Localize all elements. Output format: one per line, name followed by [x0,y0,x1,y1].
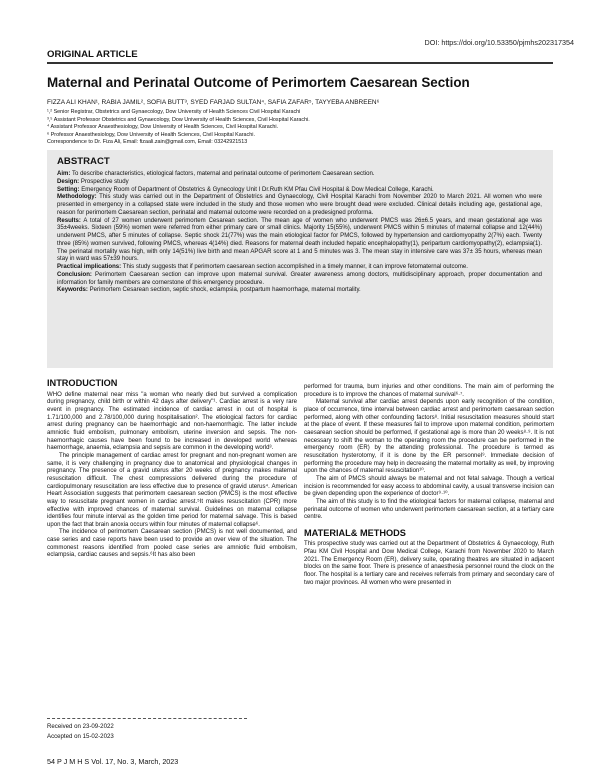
accepted-date: Accepted on 15-02-2023 [47,733,114,740]
abstract-methodology [57,194,542,217]
abstract-keywords [57,287,542,295]
abstract-label: Methodology: [57,194,97,201]
intro-paragraph: WHO define maternal near miss "a woman who nearly died but survived a complication during pregnancy, child birth or within 42 days after delivery"¹. Cardiac arrest is a very rare event in pregnancy. The estimated incidence of cardiac arrest in out of hospital is 1.71/100,000 and 2.78/100,000 during hospitalisation². The etiological factors for cardiac arrest during pregnancy can be haemorrhagic and non-haemorrhagic. The latter include amniotic fluid embolism, pulmonary embolism, uterine inversion and sepsis. The non-haemorrhagic causes have been found to be increased in developed world whereas haemorrhage, anaemia, eclampsia and sepsis are common in the developing world³. [47,391,297,452]
submission-dates [47,722,114,742]
abstract-text: Perimortem Cesarean section, septic shock, eclampsia, postpartum haemorrhage, maternal mortality. [87,287,361,294]
methods-heading: MATERIAL& METHODS [304,527,406,538]
abstract-design [57,179,542,187]
footnote-divider [47,718,247,719]
abstract-body [57,171,542,295]
body-paragraph: performed for trauma, burn injuries and other conditions. The main aim of performing the procedure is to improve the chances of maternal survival⁶·⁷. [304,384,554,398]
abstract-label: Keywords: [57,287,88,294]
page-footer: 54 P J M H S Vol. 17, No. 3, March, 2023 [47,757,179,766]
article-type: ORIGINAL ARTICLE [47,49,138,60]
abstract-aim [57,171,542,179]
abstract-text: Emergency Room of Department of Obstetrics & Gynecology Unit I Dr.Ruth KM Pfau Civil Hospital & Dow Medical College, Karachi. [79,186,434,193]
affiliations [47,109,567,147]
author-list: FIZZA ALI KHAN¹, RABIA JAMIL², SOFIA BUTT³, SYED FARJAD SULTAN⁴, SAFIA ZAFAR⁵, TAYYEBA ANBREEN⁶ [47,99,380,106]
abstract-conclusion [57,272,542,288]
affiliation-line: ⁴ Assistant Professor Anaesthesiology, Dow University of Health Sciences, Civil Hospital Karachi. [47,124,279,131]
body-paragraph: The aim of PMCS should always be maternal and not fetal salvage. Though a vertical incision is recommended for easy access to abdominal cavity, a usual transverse incision can be given depending upon the experience of doctor⁹·¹⁰. [304,475,554,498]
abstract-text: A total of 27 women underwent perimortem Cesarean section. The mean age of women who underwent PMCS was 26±6.5 years, and mean gestational age was 35±4weeks. Sixteen (59%) women were referred from either primary care or small clinics. Majority 15(55%), underwent PMCS within 5 minutes of maternal collapse and 12(44%) underwent PMCS, after 5 minutes of collapse. Septic shock 21(77%) was the main etiological factor for PMCS, followed by hypertension and cardiomyopathy 2(7%) each. Twenty three (85%) women survived, following PMCS, whereas 4(14%) died. Reasons for maternal death included hepatic encephalopathy(1), peripartum cardiomyopathy(2), eclampsia(1). The perinatal mortality was high, with only 14(51%) live birth and mean APGAR score at 1 and 5 minutes was 3. The mean stay in intensive care was 37± 35 hours, whereas mean stay in ward was 57±39 hours. [57,217,542,263]
paper-title: Maternal and Perinatal Outcome of Perimortem Caesarean Section [47,75,470,90]
affiliation-line: ³,⁵ Assistant Professor Obstetrics and Gynaecology, Dow University of Health Sciences, Civil Hospital Karachi. [47,116,310,123]
affiliation-line: ¹,² Senior Registrar, Obstetrics and Gynaecology, Dow University of Health Sciences Civil Hospital Karachi [47,109,301,115]
body-paragraph: The aim of this study is to find the etiological factors for maternal collapse, maternal and perinatal outcome of women who underwent perimortem caesarean section, at a tertiary care centre. [304,498,554,521]
intro-paragraph: The incidence of perimortem Caesarean section (PMCS) is not well documented, and case series and case reports have been used to provide an over view of the situation. The commonest reasons identified from pooled case series are amniotic fluid embolism, eclampsia, cardiac causes and sepsis.⁶It has also been [47,529,297,559]
abstract-text: Prospective study [79,178,129,185]
abstract-results [57,218,542,265]
methods-paragraph: This prospective study was carried out at the Department of Obstetrics & Gynaecology, Ruth Pfau KM Civil Hospital and Dow Medical College, Karachi from November 2020 to March 2021. The Emergency Room (ER), delivery suite, operating theatres are situated in adjacent blocks on the same floor. There is presence of anaesthesia personnel round the clock on the floor. The hospital is a tertiary care and receives referrals from primary and secondary care of two major provinces. All women who were presented in [304,541,554,586]
abstract-setting [57,187,542,195]
received-date: Received on 23-09-2022 [47,723,114,730]
doi-link[interactable]: DOI: https://doi.org/10.53350/pjmhs202317354 [424,38,574,47]
abstract-label: Setting: [57,186,80,193]
abstract-heading: ABSTRACT [57,156,110,167]
abstract-implications [57,264,542,272]
abstract-label: Design: [57,178,80,185]
header-divider [47,62,553,64]
abstract-text: Perimortem Caesarean section can improve upon maternal survival. Greater awareness among doctors, multidisciplinary approach, proper documentation and information for family members are cornerstone of this emergency procedure. [57,271,542,286]
intro-paragraph: The principle management of cardiac arrest for pregnant and non-pregnant women are same, it is very challenging in pregnancy due to anatomical and physiological changes in pregnancy. The presence of a gravid uterus after 20 weeks of pregnancy makes maternal resuscitation difficult. The chest compressions delivered during the procedure of cardiopulmonary resuscitation are less effective due to presence of gravid uterus⁴. American Heart Association suggests that perimortem caesarean section (PMCS) is the most effective way to resuscitate pregnant women in cardiac arrest.⁵It makes resuscitation (CPR) more effective with improved chances of maternal survival. Guidelines on maternal collapse identifies four minute interval as the golden time period for maternal salvage. This is based upon the fact that brain anoxia occurs within four minutes of maternal collapse⁶. [47,452,297,528]
abstract-text: This study was carried out in the Department of Obstetrics and Gynaecology, Civil Hospital Karachi from November 2020 to March 2021. All women who were presented in emergency in a collapsed state were included in the study and those women who were brought dead were excluded. Clinical details including age, gestational age, reason for perimortem Caesarean section, perinatal and maternal outcome were recorded on a predesigned proforma. [57,194,542,216]
abstract-text: To describe characteristics, etiological factors, maternal and perinatal outcome of perimortem Caesarean section. [70,171,375,177]
abstract-label: Results: [57,217,81,224]
affiliation-line: ⁶ Professor Anaesthesiology, Dow University of Health Sciences, Civil Hospital Karachi. [47,131,255,138]
right-column [304,384,554,587]
abstract-label: Aim: [57,171,71,177]
abstract-label: Conclusion: [57,271,92,278]
left-column [47,380,297,560]
abstract-text: This study suggests that if perimortem caesarean section accomplished in a timely manner, it can improve fetomaternal outcome. [121,264,468,270]
introduction-heading: INTRODUCTION [47,378,118,388]
body-paragraph: Maternal survival after cardiac arrest depends upon early recognition of the condition, place of occurrence, time interval between cardiac arrest and perimortem caesarean section performed, along with other confounding factors⁸. Initial resuscitation measures should start at the place of event. If these measures fail to improve upon maternal condition, perimortem caesarean section should be performed, if gestational age is more than 20 weeks⁸·⁹. It is not necessary to shift the woman to the operating room the procedure can be performed in the emergency room (ER) by the attending professional. The procedure is termed as resuscitation hysterotomy, if it is done by the ER personnel⁹. Immediate decision of performing the procedure may help in decreasing the maternal mortality as well, by improving upon the chances of maternal resuscitation¹⁰. [304,399,554,475]
correspondence-line: Correspondence to Dr. Fiza Ali, Email: fizaali.zain@gmail.com, Email: 03242921513 [47,139,248,146]
abstract-label: Practical implications: [57,264,122,270]
